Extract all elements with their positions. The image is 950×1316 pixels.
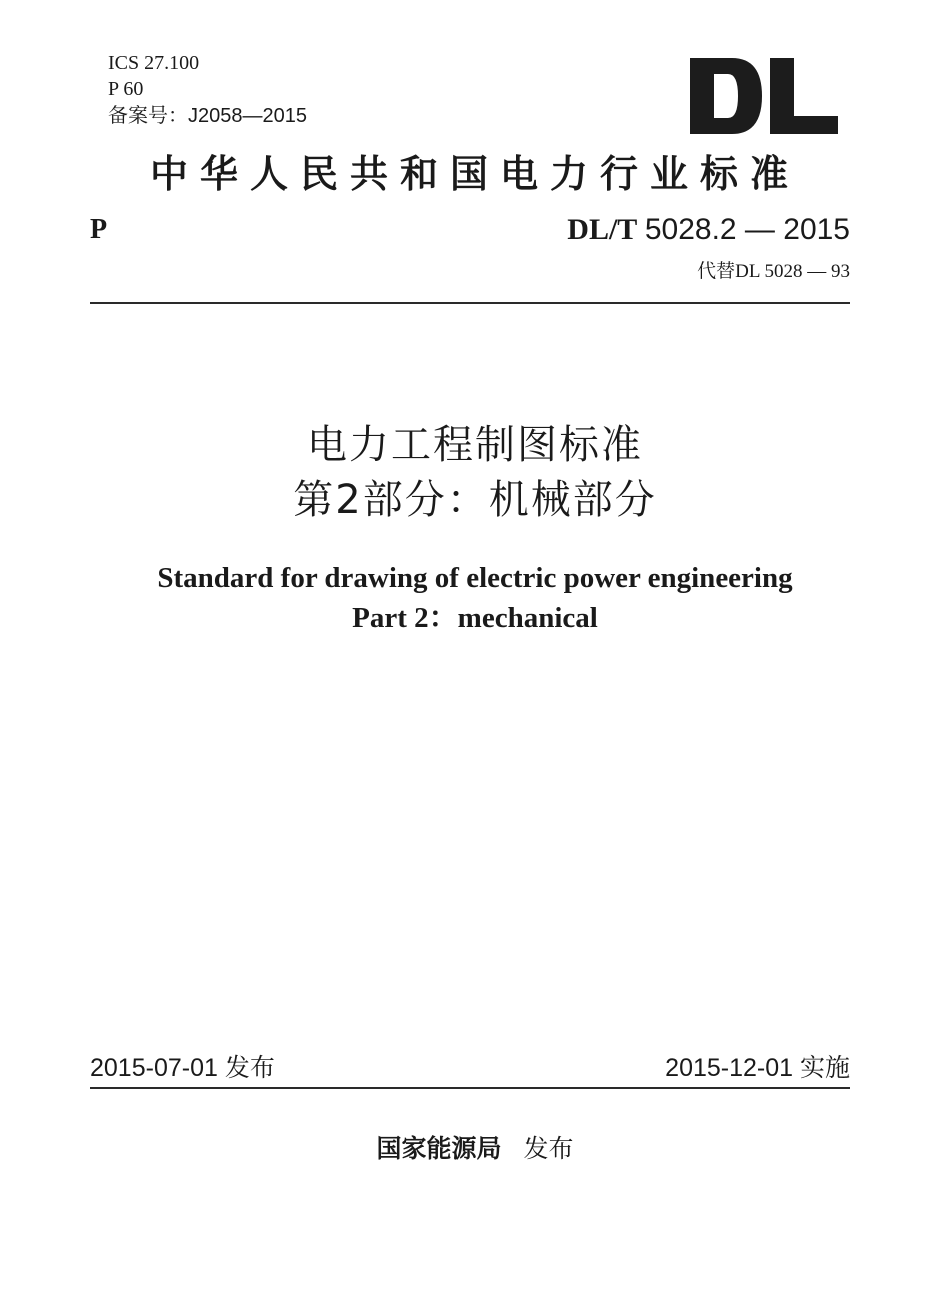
p-code: P 60 — [108, 78, 144, 100]
issue-date: 2015-07-01 发布 — [90, 1054, 275, 1082]
org-title: 中华人民共和国电力行业标准 — [149, 151, 800, 196]
record-number — [108, 103, 307, 129]
standard-number-value: 5028.2 — 2015 — [644, 213, 850, 246]
en-title-line1: Standard for drawing of electric power engineering — [157, 562, 793, 594]
bottom-divider — [90, 1087, 850, 1089]
top-divider — [90, 302, 850, 304]
en-title-line2: Part 2：mechanical — [352, 602, 598, 634]
replaces-note: 代替DL 5028 — 93 — [697, 261, 850, 282]
ics-code: ICS 27.100 — [108, 52, 200, 74]
record-value: J2058—2015 — [188, 105, 307, 127]
cn-title-line2: 第2部分：机械部分 — [293, 477, 657, 523]
publisher-action: 发布 — [523, 1134, 574, 1163]
cn-title-line1: 电力工程制图标准 — [307, 422, 643, 468]
category-letter: P — [90, 214, 108, 245]
publisher-org: 国家能源局 — [376, 1134, 502, 1163]
dl-logo — [690, 58, 838, 134]
record-label: 备案号： — [108, 105, 188, 127]
publisher — [0, 1132, 950, 1166]
standard-prefix: DL/T — [567, 213, 638, 246]
standard-number — [567, 212, 850, 248]
implement-date: 2015-12-01 实施 — [665, 1054, 850, 1082]
